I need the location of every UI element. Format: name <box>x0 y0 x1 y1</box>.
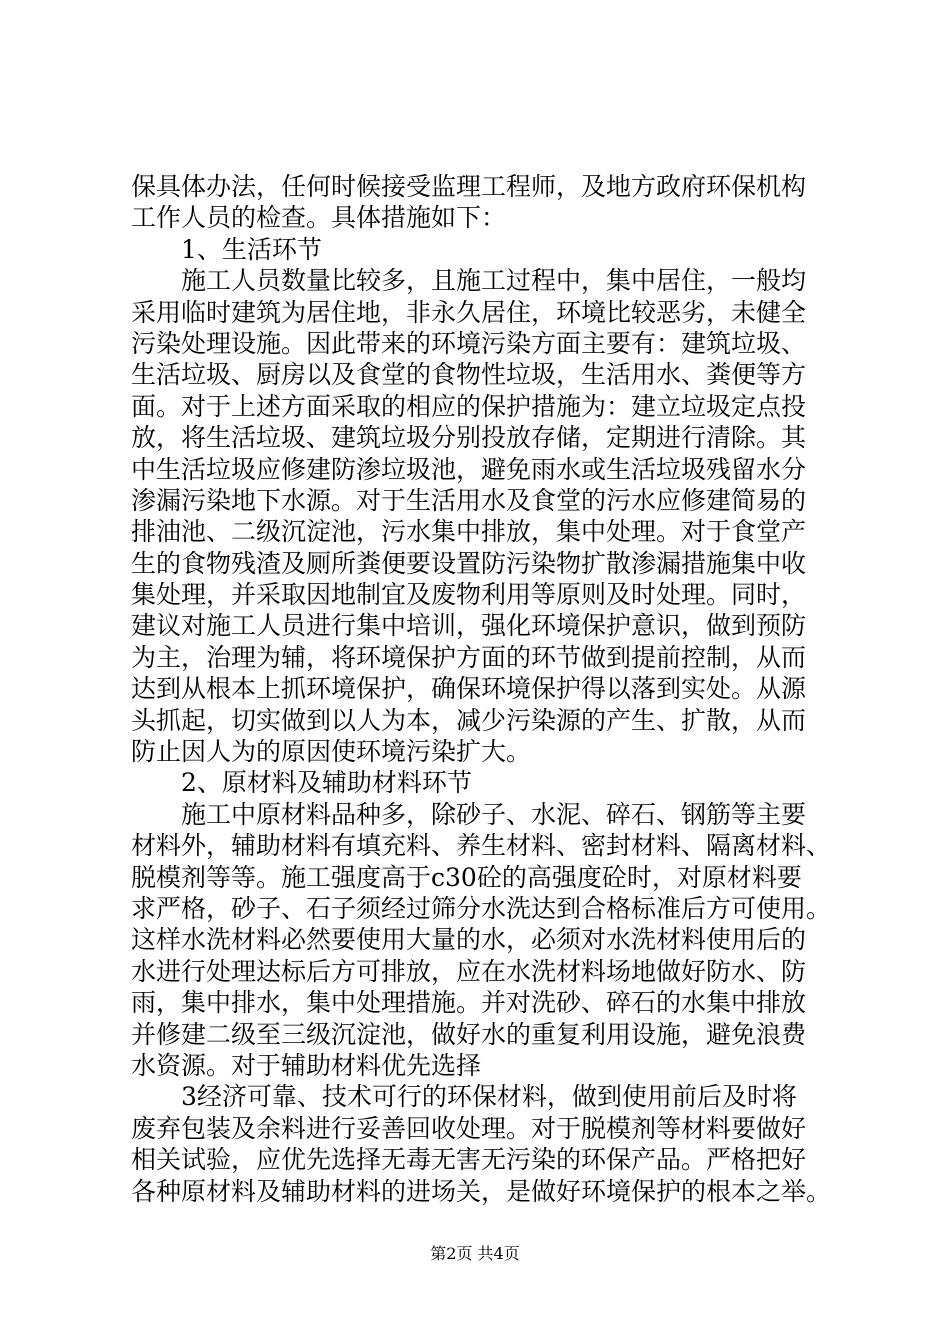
text-line: 脱模剂等等。施工强度高于c30砼的高强度砼时，对原材料要 <box>131 862 802 892</box>
text-line: 工作人员的检查。具体措施如下： <box>131 203 507 233</box>
text-line: 材料外，辅助材料有填充料、养生材料、密封材料、隔离材料、 <box>131 831 832 861</box>
text-line: 施工人员数量比较多，且施工过程中，集中居住，一般均 <box>181 266 807 296</box>
text-line: 各种原材料及辅助材料的进场关，是做好环境保护的根本之举。 <box>131 1176 832 1206</box>
text-line: 3经济可靠、技术可行的环保材料，做到使用前后及时将 <box>181 1082 797 1112</box>
text-line: 中生活垃圾应修建防渗垃圾池，避免雨水或生活垃圾残留水分 <box>131 454 807 484</box>
text-line: 保具体办法，任何时候接受监理工程师，及地方政府环保机构 <box>131 172 807 201</box>
text-line: 施工中原材料品种多，除砂子、水泥、碎石、钢筋等主要 <box>181 799 807 829</box>
text-line: 达到从根本上抓环境保护，确保环境保护得以落到实处。从源 <box>131 674 807 704</box>
text-line: 相关试验，应优先选择无毒无害无污染的环保产品。严格把好 <box>131 1145 807 1175</box>
text-line: 生活垃圾、厨房以及食堂的食物性垃圾，生活用水、粪便等方 <box>131 360 807 390</box>
text-line: 2、原材料及辅助材料环节 <box>181 768 472 798</box>
text-line: 雨，集中排水，集中处理措施。并对洗砂、碎石的水集中排放 <box>131 988 807 1018</box>
text-line: 废弃包装及余料进行妥善回收处理。对于脱模剂等材料要做好 <box>131 1113 807 1143</box>
text-line: 排油池、二级沉淀池，污水集中排放，集中处理。对于食堂产 <box>131 517 807 547</box>
text-line: 头抓起，切实做到以人为本，减少污染源的产生、扩散，从而 <box>131 705 807 735</box>
page-footer: 第2页 共4页 <box>430 1244 520 1263</box>
text-line: 并修建二级至三级沉淀池，做好水的重复利用设施，避免浪费 <box>131 1019 807 1049</box>
text-line: 渗漏污染地下水源。对于生活用水及食堂的污水应修建简易的 <box>131 485 807 515</box>
text-line: 采用临时建筑为居住地，非永久居住，环境比较恶劣，未健全 <box>131 297 807 327</box>
text-line: 集处理，并采取因地制宜及废物利用等原则及时处理。同时， <box>131 580 807 610</box>
text-line: 水资源。对于辅助材料优先选择 <box>131 1050 482 1080</box>
text-line: 面。对于上述方面采取的相应的保护措施为：建立垃圾定点投 <box>131 391 807 421</box>
text-line: 放，将生活垃圾、建筑垃圾分别投放存储，定期进行清除。其 <box>131 423 807 453</box>
text-line: 1、生活环节 <box>181 234 322 264</box>
text-line: 求严格，砂子、石子须经过筛分水洗达到合格标准后方可使用。 <box>131 893 832 923</box>
text-line: 生的食物残渣及厕所粪便要设置防污染物扩散渗漏措施集中收 <box>131 548 807 578</box>
document-body <box>131 171 831 1207</box>
text-line: 建议对施工人员进行集中培训，强化环境保护意识，做到预防 <box>131 611 807 641</box>
text-line: 水进行处理达标后方可排放，应在水洗材料场地做好防水、防 <box>131 956 807 986</box>
text-line: 防止因人为的原因使环境污染扩大。 <box>131 737 532 767</box>
text-line: 这样水洗材料必然要使用大量的水，必须对水洗材料使用后的 <box>131 925 807 955</box>
text-line: 为主，治理为辅，将环境保护方面的环节做到提前控制，从而 <box>131 642 807 672</box>
text-line: 污染处理设施。因此带来的环境污染方面主要有：建筑垃圾、 <box>131 328 807 358</box>
